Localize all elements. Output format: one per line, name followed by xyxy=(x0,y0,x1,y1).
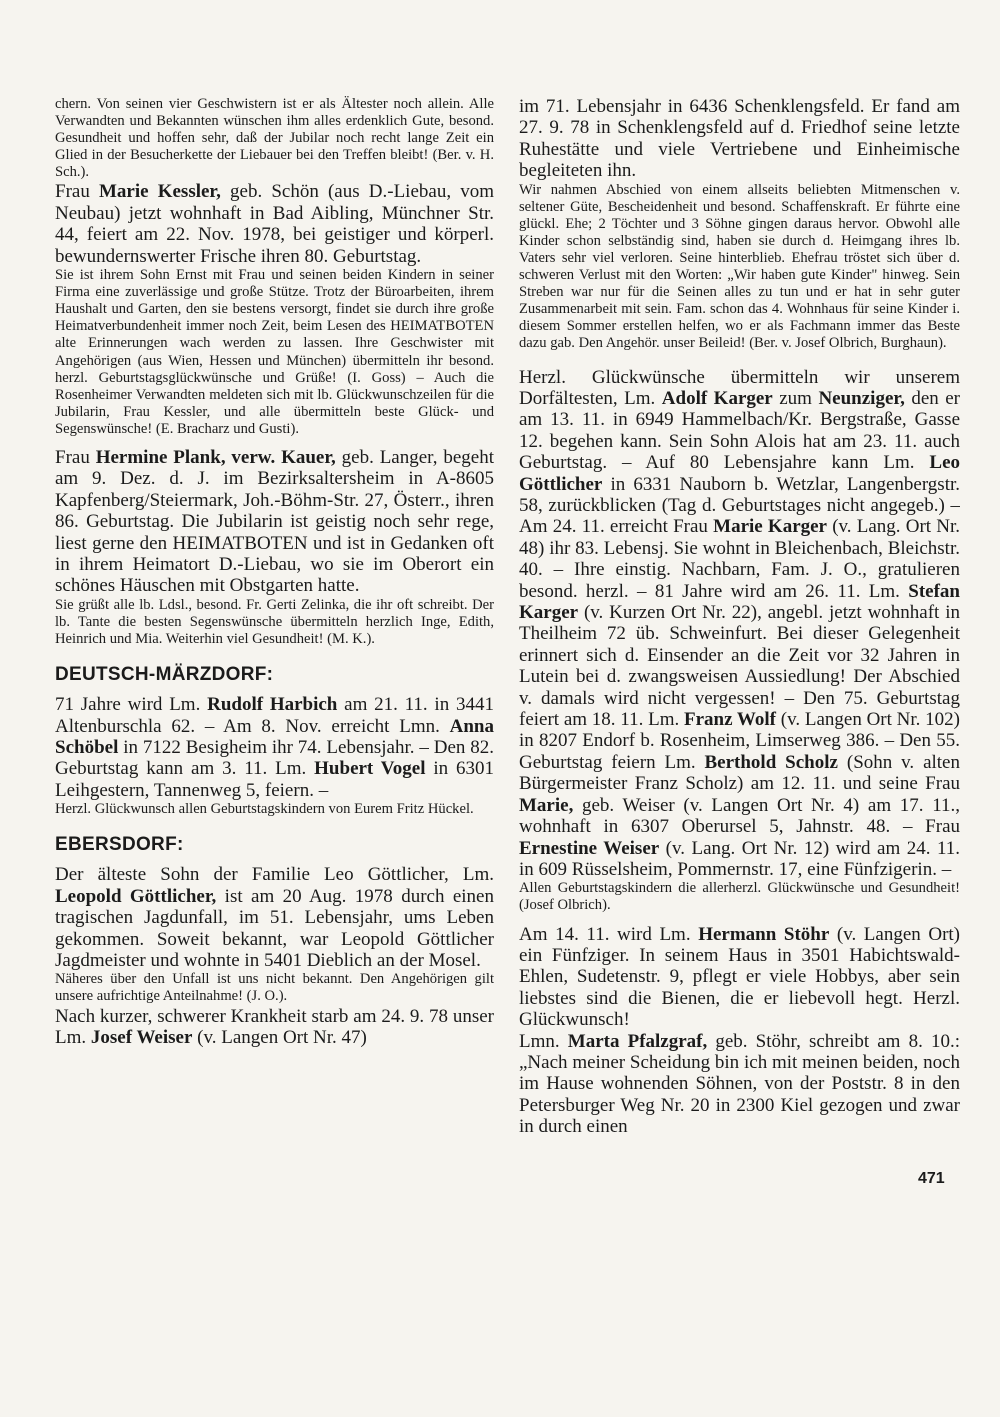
person-name: Neunziger, xyxy=(818,387,905,409)
paragraph xyxy=(519,880,960,914)
text: Frau xyxy=(55,181,99,203)
text: Der älteste Sohn der Familie Leo Göttlicher, Lm. xyxy=(55,864,494,886)
person-name: Leo Göttlicher xyxy=(519,452,960,495)
paragraph xyxy=(519,182,960,353)
text: Näheres über den Unfall ist uns nicht bekannt. Den Angehörigen gilt unsere aufrichtige Anteilnahme! (J. O.). xyxy=(55,971,494,1005)
right-column xyxy=(519,96,960,1138)
paragraph xyxy=(55,181,494,267)
paragraph xyxy=(55,267,494,438)
person-name: Marie Kessler, xyxy=(98,181,221,203)
text: Wir nahmen Abschied von einem allseits beliebten Mitmenschen v. seltener Güte, Bescheidenheit und besond. Schaffenskraft. Er führte eine glückl. Ehe; 2 Töchter und 3 Söhne gingen daraus hervor. Obwohl alle Kinder schon selbständig sind, haben sie durch d. Heimgang ihres lb. Vaters sehr viel verloren. Seine hinterblieb. Ehefrau tröstet sich über d. schweren Verlust mit den Worten: „Wir haben gute Kinder" hinweg. Sein Streben war nur für die Seinen alles zu tun und er hat in sehr guter Zusammenarbeit mit sein. Fam. schon das 4. Wohnhaus für seine Kinder i. diesem Sommer erstellen helfen, wo er als Fachmann immer das Beste dazu gab. Den Angehör. unser Beileid! (Ber. v. Josef Olbrich, Burghaun). xyxy=(519,181,960,352)
person-name: Ernestine Weiser xyxy=(519,837,660,859)
person-name: Hubert Vogel xyxy=(314,758,426,780)
text: geb. Stöhr, schreibt am 8. 10.: „Nach meiner Scheidung bin ich mit meinen beiden, noch im Hause wohnenden Söhnen, von der Poststr. 8 in den Petersburger Weg Nr. 20 in 2300 Kiel gezogen und zwar in durch einen xyxy=(519,1030,960,1138)
text: Sie grüßt alle lb. Ldsl., besond. Fr. Gerti Zelinka, die ihr oft schreibt. Der lb. Tante die besten Segenswünsche übermitteln herzlich Inge, Edith, Heinrich und Mia. Weiterhin viel Gesundheit! (M. K.). xyxy=(55,596,494,648)
text: geb. Schön (aus D.-Liebau, vom Neubau) jetzt wohnhaft in Bad Aibling, Münchner Str. 44, feiert am 22. Nov. 1978, bei geistiger und körperl. bewundernswerter Frische ihren 80. Geburtstag. xyxy=(55,181,494,267)
person-name: Josef Weiser xyxy=(90,1026,193,1048)
text: (v. Lang. Ort Nr. 48) ihr 83. Lebensj. Sie wohnt in Bleichenbach, Bleichstr. 40. – Ihre einstig. Nachbarn, Fam. J. O., gratulieren besond. herzl. – 81 Jahre wird am 26. 11. Lm. xyxy=(519,516,960,602)
paragraph xyxy=(519,1031,960,1138)
paragraph xyxy=(519,96,960,182)
paragraph xyxy=(519,924,960,1031)
text: am 21. 11. in 3441 Altenburschla 62. – Am 8. Nov. erreicht Lmn. xyxy=(55,694,494,737)
person-name: Marie, xyxy=(519,794,574,816)
text: geb. Weiser (v. Langen Ort Nr. 4) am 17. 11., wohnhaft in 6307 Oberursel 5, Jahnstr. 48. – Frau xyxy=(519,794,960,838)
page-number: 471 xyxy=(918,1170,945,1187)
section-heading: DEUTSCH-MÄRZDORF: xyxy=(55,664,274,686)
text: Nach kurzer, schwerer Krankheit starb am 24. 9. 78 unser Lm. xyxy=(55,1005,494,1048)
person-name: Hermine Plank, verw. Kauer, xyxy=(95,447,336,469)
person-name: Hermann Stöhr xyxy=(698,923,830,945)
person-name: Rudolf Harbich xyxy=(207,694,338,716)
paragraph xyxy=(55,971,494,1005)
text: geb. Langer, begeht am 9. Dez. d. J. im Bezirksaltersheim in A-8605 Kapfenberg/Steiermark, Joh.-Böhm-Str. 27, Österr., ihren 86. Geburtstag. Die Jubilarin ist geistig noch sehr rege, liest gerne den HEIMATBOTEN und ist in Gedanken oft in ihrem Heimatort D.-Liebau, wo sie im Oberort ein schönes Häuschen mit Obstgarten hatte. xyxy=(55,447,494,597)
person-name: Leopold Göttlicher, xyxy=(55,885,217,907)
text: den er am 13. 11. in 6949 Hammelbach/Kr. Bergstraße, Gasse 12. begehen kann. Sein Sohn Alois hat am 23. 11. auch Geburtstag. – Auf 80 Lebensjahre kann Lm. xyxy=(519,387,960,474)
text: chern. Von seinen vier Geschwistern ist er als Ältester noch allein. Alle Verwandten und Bekannten wünschen ihm alles erdenklich Gute, besond. Gesundheit und hoffen sehr, daß der Jubilar noch recht lange Zeit ein Glied in der Besucherkette der Liebauer bei den Treffen bleibt! (Ber. v. H. Sch.). xyxy=(55,96,494,181)
paragraph xyxy=(55,96,494,181)
text: (v. Langen Ort) ein Fünfziger. In seinem Haus in 3501 Habichtswald-Ehlen, Sudetenstr. 9, pflegt er viele Hobbys, aber sein liebstes sind die Bienen, die er liebevoll hegt. Herzl. Glückwunsch! xyxy=(519,923,960,1031)
text: Herzl. Glückwunsch allen Geburtstagskindern von Eurem Fritz Hückel. xyxy=(55,801,474,818)
text: im 71. Lebensjahr in 6436 Schenklengsfeld. Er fand am 27. 9. 78 in Schenklengsfeld auf d. Friedhof seine letzte Ruhestätte und viele Vertriebene und Einheimische begleiteten ihn. xyxy=(519,96,960,182)
text: (Sohn v. alten Bürgermeister Franz Scholz) am 12. 11. und seine Frau xyxy=(519,751,960,795)
paragraph xyxy=(55,447,494,597)
paragraph xyxy=(55,597,494,648)
text: (v. Lang. Ort Nr. 12) wird am 24. 11. in 609 Rüsselsheim, Pommernstr. 17, eine Fünfzigerin. – xyxy=(519,837,960,880)
left-column xyxy=(55,96,494,1048)
text: Herzl. Glückwünsche übermitteln wir unserem Dorfältesten, Lm. xyxy=(519,366,960,409)
text: Sie ist ihrem Sohn Ernst mit Frau und seinen beiden Kindern in seiner Firma eine zuverlässige und große Stütze. Trotz der Büroarbeiten, ihrem Haushalt und Garten, den sie bestens versorgt, findet sie durch ihre große Heimatverbundenheit immer noch Zeit, beim Lesen des HEIMATBOTEN alte Erinnerungen wach werden zu lassen. Ihre Geschwister mit Angehörigen (aus Wien, Hessen und München) übermitteln ihr besond. herzl. Geburtstagsglückwünsche und Grüße! (I. Goss) – Auch die Rosenheimer Verwandten meldeten sich mit lb. Glückwunschzeilen für die Jubilarin, Frau Kessler, und alle übermitteln beste Glück- und Segenswünsche! (E. Bracharz und Gusti). xyxy=(55,267,494,437)
section-heading: EBERSDORF: xyxy=(55,834,184,856)
text: (v. Langen Ort Nr. 47) xyxy=(192,1026,367,1048)
text: zum xyxy=(772,387,819,409)
person-name: Franz Wolf xyxy=(683,709,776,731)
text: 71 Jahre wird Lm. xyxy=(55,694,208,716)
paragraph xyxy=(55,801,494,818)
text: (v. Kurzen Ort Nr. 22), angebl. jetzt wohnhaft in Theilheim 72 üb. Schweinfurt. Bei dieser Gelegenheit erinnert sich d. Einsender an die Zeit vor 32 Jahren in Lutein bei d. zwangsweisen Aussiedlung! Der Abschied v. damals wird nicht vergessen! – Den 75. Geburtstag feiert am 18. 11. Lm. xyxy=(519,602,960,731)
text: (v. Langen Ort Nr. 102) in 8207 Endorf b. Rosenheim, Limserweg 386. – Den 55. Geburtstag feiern Lm. xyxy=(519,709,960,773)
paragraph xyxy=(519,367,960,881)
person-name: Marta Pfalzgraf, xyxy=(567,1030,708,1052)
person-name: Adolf Karger xyxy=(661,387,773,409)
text: Allen Geburtstagskindern die allerherzl. Glückwünsche und Gesundheit! (Josef Olbrich). xyxy=(519,880,960,914)
text: in 6331 Nauborn b. Wetzlar, Langenbergstr. 58, zurückblicken (Tag d. Geburtstages nicht angegeb.) – Am 24. 11. erreicht Frau xyxy=(519,473,960,538)
paragraph xyxy=(55,864,494,971)
person-name: Stefan Karger xyxy=(519,580,960,624)
text: Lmn. xyxy=(519,1030,568,1052)
text: in 7122 Besigheim ihr 74. Lebensjahr. – Den 82. Geburtstag kann am 3. 11. Lm. xyxy=(55,736,494,780)
text: Am 14. 11. wird Lm. xyxy=(519,923,699,945)
person-name: Marie Karger xyxy=(713,516,827,538)
paragraph xyxy=(55,1006,494,1049)
text: Frau xyxy=(55,447,96,469)
text: in 6301 Leihgestern, Tannenweg 5, feiern. – xyxy=(55,758,494,801)
paragraph xyxy=(55,694,494,801)
person-name: Anna Schöbel xyxy=(55,715,494,758)
text: ist am 20 Aug. 1978 durch einen tragischen Jagdunfall, im 51. Lebensjahr, ums Leben gekommen. Soweit bekannt, war Leopold Göttlicher Jagdmeister und wohnte in 5401 Dieblich an der Mosel. xyxy=(55,885,494,971)
person-name: Berthold Scholz xyxy=(704,751,838,773)
